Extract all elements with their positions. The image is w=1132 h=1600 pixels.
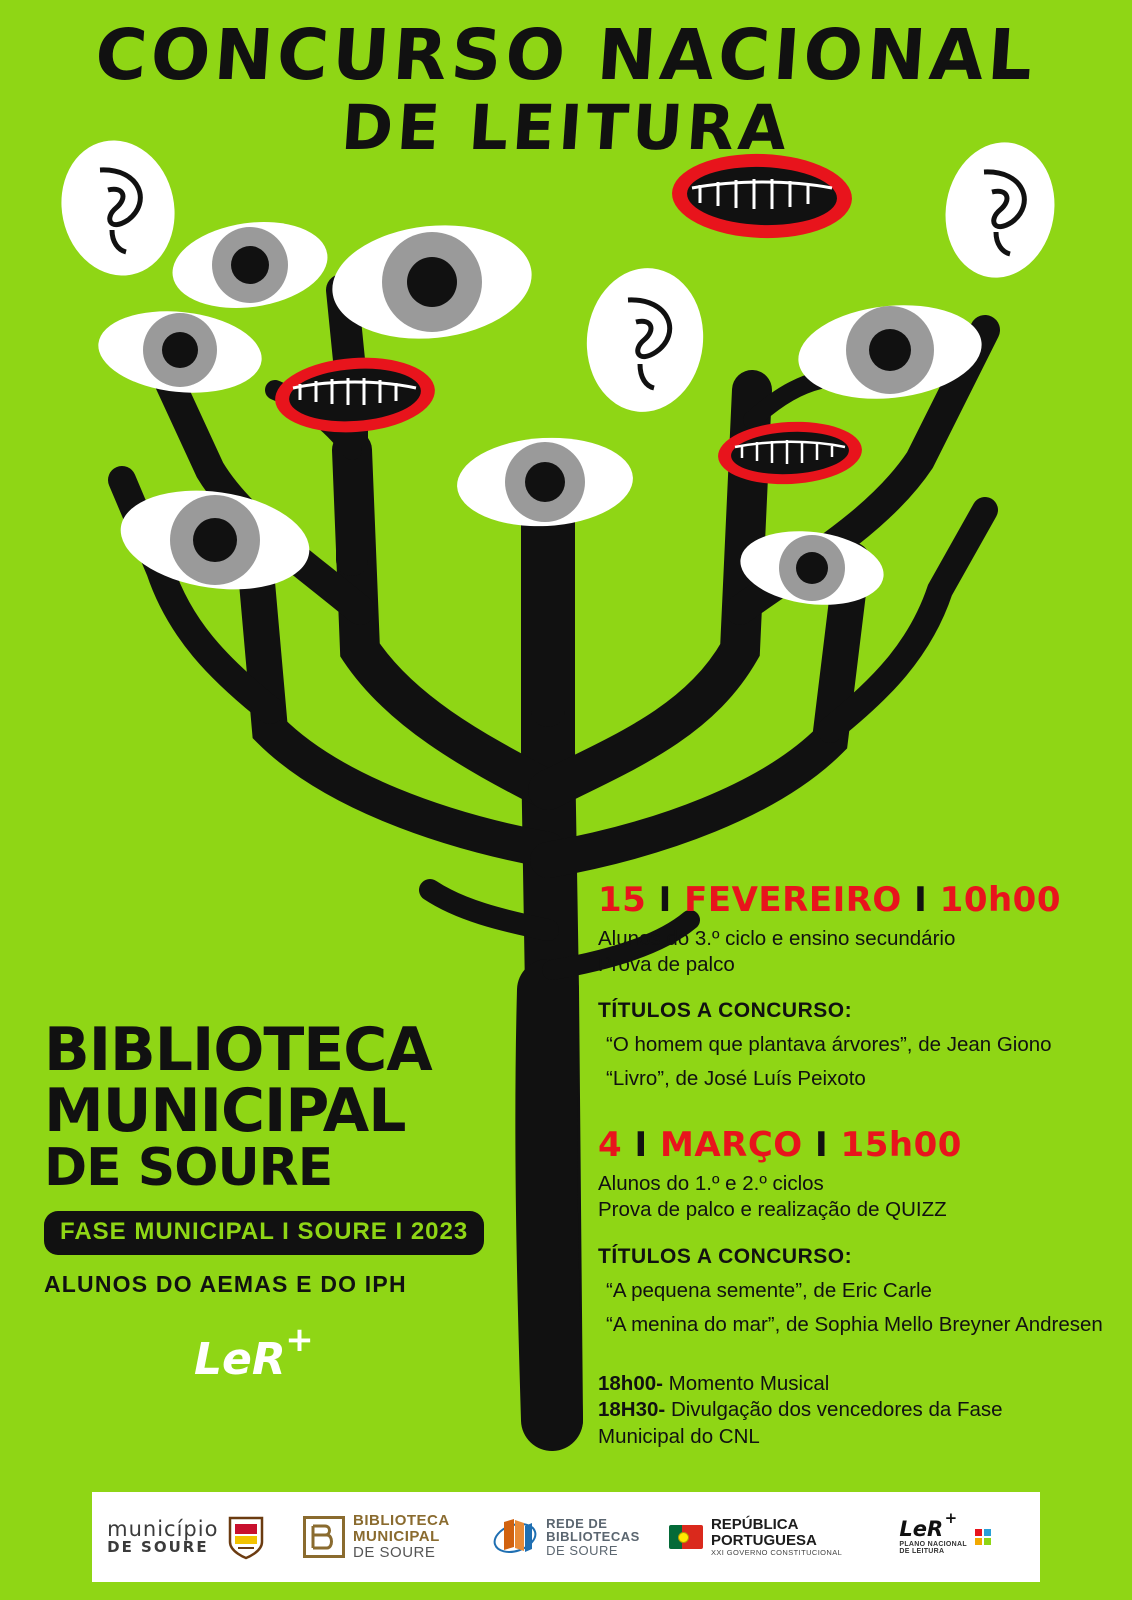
pnl-ler-logo — [899, 1509, 958, 1542]
session-2-sep-1: I — [634, 1125, 648, 1166]
pnl-line-1: PLANO NACIONAL — [899, 1541, 967, 1549]
pnl-plus-icon: + — [944, 1509, 958, 1528]
schedule-time-1: 18h00- — [598, 1371, 663, 1395]
eye-icon-5 — [455, 433, 635, 530]
eye-icon-3 — [94, 304, 265, 401]
session-2-line-2: Prova de palco e realização de QUIZZ — [598, 1197, 947, 1221]
crest-icon — [226, 1514, 266, 1560]
session-2-time: 15h00 — [840, 1125, 962, 1166]
session-1-month: FEVEREIRO — [684, 880, 902, 920]
rede-line-1: REDE DE — [546, 1515, 608, 1531]
library-line-3: DE SOURE — [44, 1138, 333, 1199]
pnl-line-2: DE LEITURA — [899, 1548, 945, 1556]
schedule-block — [598, 1371, 1108, 1451]
schedule-row-1 — [598, 1371, 1108, 1398]
library-block — [44, 1015, 514, 1386]
title-line-1: CONCURSO NACIONAL — [92, 14, 1040, 96]
logo-biblioteca-municipal — [282, 1492, 472, 1582]
rede-line-2: BIBLIOTECAS — [546, 1529, 640, 1545]
republica-line-2: PORTUGUESA — [710, 1532, 817, 1550]
ear-icon-2 — [580, 262, 710, 417]
bm-monogram-icon — [303, 1516, 345, 1558]
session-2-book-1: “A pequena semente”, de Eric Carle — [606, 1278, 932, 1302]
session-2-day: 4 — [598, 1125, 623, 1166]
pnl-squares-icon — [975, 1529, 991, 1545]
schedule-row-3 — [598, 1424, 1108, 1451]
session-2-book-2: “A menina do mar”, de Sophia Mello Breyner Andresen — [606, 1312, 1103, 1336]
biblioteca-line-3: DE SOURE — [353, 1543, 436, 1561]
session-1-line-1: Alunos do 3.º ciclo e ensino secundário — [598, 927, 956, 950]
biblioteca-line-1: BIBLIOTECA — [353, 1512, 450, 1530]
republica-line-1: REPÚBLICA — [710, 1516, 799, 1534]
ler-mais-logo — [194, 1320, 314, 1386]
eye-icon-1 — [167, 213, 333, 318]
rede-line-3: DE SOURE — [546, 1542, 619, 1558]
logo-plano-nacional-leitura — [850, 1492, 1040, 1582]
library-name — [44, 1015, 514, 1199]
session-2-line-1: Alunos do 1.º e 2.º ciclos — [598, 1172, 824, 1196]
logo-municipio-de-soure — [92, 1492, 282, 1582]
ler-plus-icon: + — [285, 1320, 314, 1361]
mouth-icon-1 — [273, 353, 438, 438]
session-2-titles-heading: TÍTULOS A CONCURSO: — [598, 1244, 853, 1268]
title-line-2: DE LEITURA — [339, 90, 793, 164]
schedule-time-2: 18H30- — [598, 1398, 666, 1422]
schedule-row-2 — [598, 1397, 1108, 1424]
portugal-flag-icon — [669, 1525, 703, 1549]
session-1-titles-heading: TÍTULOS A CONCURSO: — [598, 999, 853, 1023]
library-line-1: BIBLIOTECA — [44, 1015, 432, 1085]
pnl-ler-text: LeR — [899, 1517, 944, 1542]
schedule-text-3: Municipal do CNL — [598, 1424, 760, 1448]
logo-rede-bibliotecas — [471, 1492, 661, 1582]
poster-title — [0, 14, 1132, 164]
footer-logo-bar — [92, 1492, 1040, 1582]
session-1-day: 15 — [598, 880, 647, 920]
schedule-text-2: Divulgação dos vencedores da Fase — [665, 1398, 1003, 1422]
library-line-2: MUNICIPAL — [44, 1076, 406, 1147]
session-2-heading — [598, 1125, 1108, 1165]
session-1-sep-1: I — [658, 880, 672, 920]
phase-badge: FASE MUNICIPAL I SOURE I 2023 — [44, 1211, 484, 1255]
session-2-sep-2: I — [815, 1125, 829, 1166]
students-label: ALUNOS DO AEMAS E DO IPH — [44, 1271, 407, 1298]
session-1-book-1: “O homem que plantava árvores”, de Jean Giono — [606, 1033, 1052, 1057]
ler-logo-text: LeR — [194, 1334, 286, 1386]
books-globe-icon — [492, 1514, 538, 1560]
session-2-month: MARÇO — [660, 1125, 803, 1166]
logo-republica-portuguesa — [661, 1492, 851, 1582]
session-1 — [598, 880, 1108, 1091]
session-1-book-2: “Livro”, de José Luís Peixoto — [606, 1067, 866, 1091]
municipio-line-1: município — [107, 1517, 219, 1542]
session-1-heading — [598, 880, 1108, 920]
municipio-line-2: DE SOURE — [107, 1538, 209, 1557]
republica-line-3: XXI GOVERNO CONSTITUCIONAL — [710, 1547, 843, 1557]
session-1-time: 10h00 — [939, 880, 1061, 920]
session-2 — [598, 1125, 1108, 1336]
mouth-icon-2 — [671, 151, 854, 241]
sessions-block — [598, 880, 1108, 1450]
session-1-line-2: Prova de palco — [598, 952, 735, 976]
schedule-text-1: Momento Musical — [662, 1371, 830, 1395]
biblioteca-line-2: MUNICIPAL — [353, 1528, 440, 1546]
session-1-sep-2: I — [914, 880, 928, 920]
